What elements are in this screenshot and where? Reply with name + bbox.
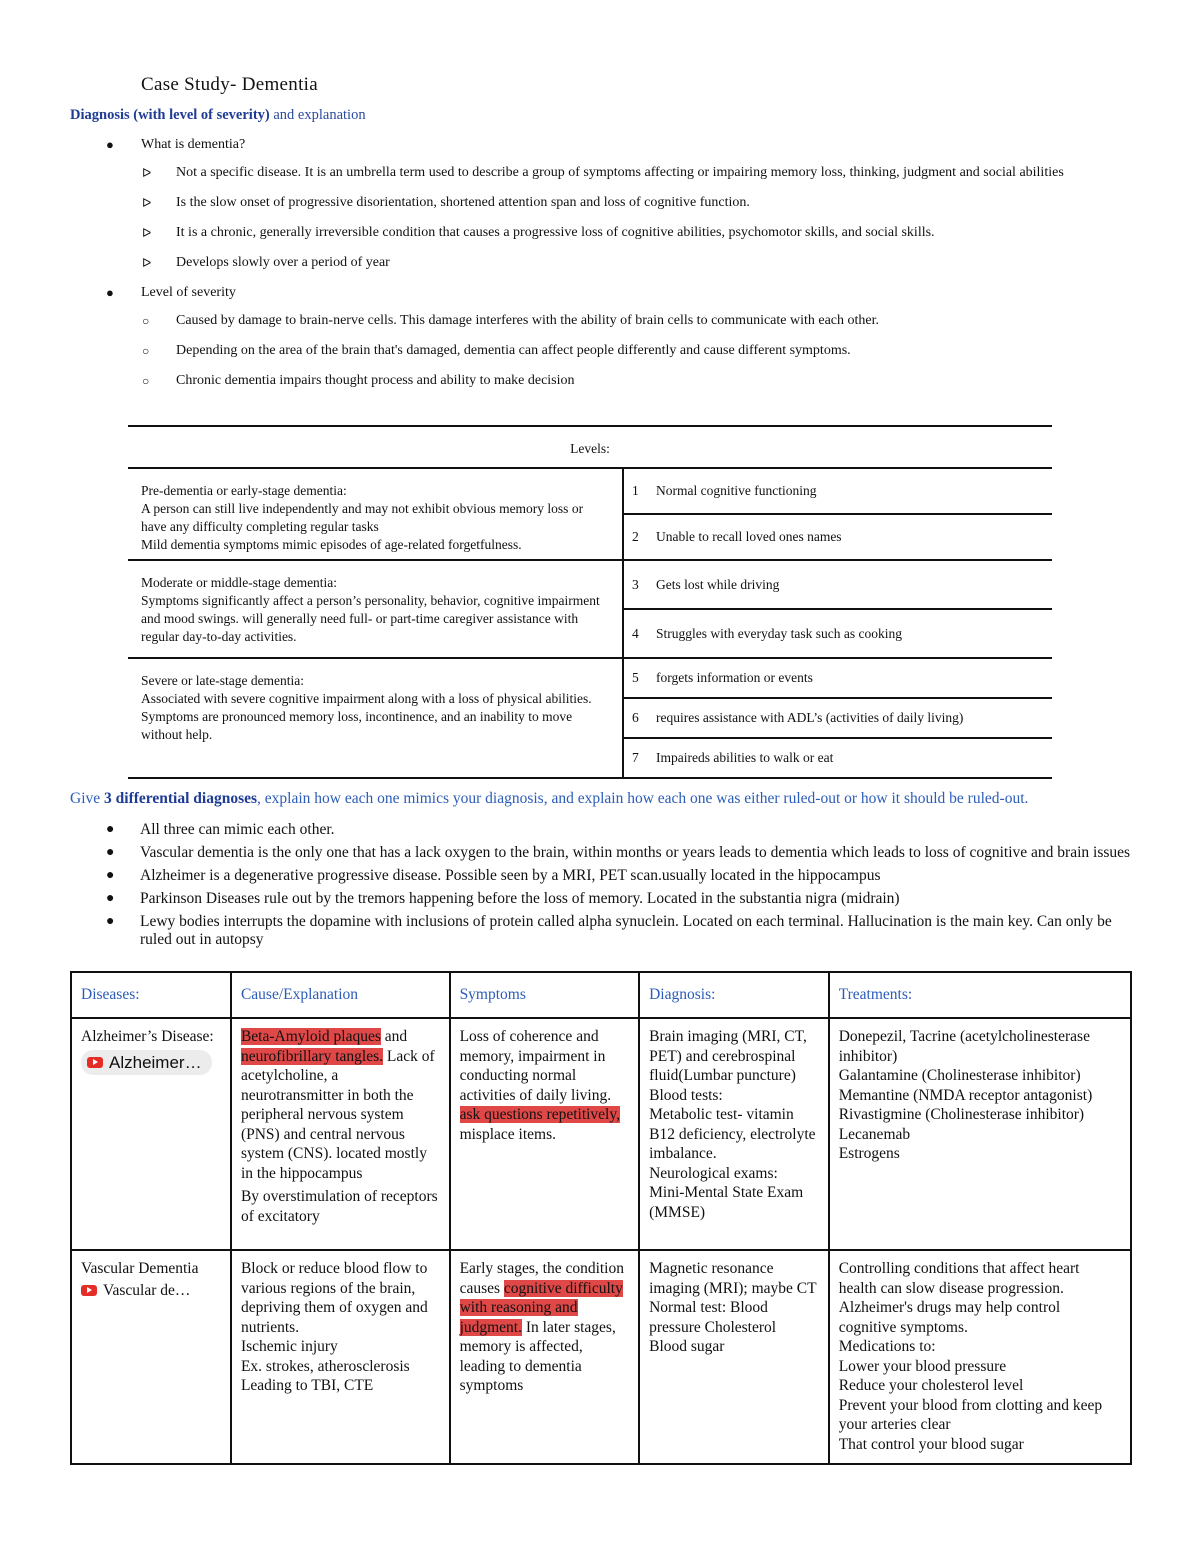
disease-table	[70, 971, 1132, 1465]
level-row	[624, 561, 1052, 610]
dementia-overview-list	[106, 137, 1136, 403]
list-item-text: All three can mimic each other.	[140, 821, 335, 838]
youtube-link-chip[interactable]	[81, 1281, 190, 1301]
diagnosis-line: Blood sugar	[649, 1338, 725, 1355]
treatment-line: That control your blood sugar	[838, 1435, 1024, 1453]
level-group-severe	[128, 659, 1052, 777]
level-desc: Symptoms significantly affect a person’s personality, behavior, cognitive impairment and mood swings. will generally need full- or part-time caregiver assistance with regular day-to-day activities.	[141, 593, 600, 644]
symptom-text: In later stages, memory is affected, leading to dementia symptoms	[459, 1318, 616, 1394]
cause-line: Block or reduce blood flow to various regions of the brain, depriving them of oxygen and nutrients.	[240, 1260, 428, 1336]
chip-label: Vascular de…	[103, 1281, 191, 1299]
level-row	[624, 699, 1052, 739]
list-item-text: Parkinson Diseases rule out by the tremors happening before the loss of memory. Located in the substantia nigra (midrain)	[140, 890, 900, 907]
treatment-line: Lower your blood pressure	[838, 1357, 1007, 1375]
arrow-bullet-icon: ᐅ	[142, 226, 152, 240]
treatment-line: Controlling conditions that affect heart health can slow disease progression.	[838, 1260, 1080, 1297]
column-header: Cause/Explanation	[231, 972, 450, 1018]
list-item	[106, 137, 1136, 153]
level-description	[128, 561, 624, 657]
treatment-line: Memantine (NMDA receptor antagonist)	[838, 1086, 1093, 1104]
treatment-line: Galantamine (Cholinesterase inhibitor)	[838, 1067, 1081, 1084]
section-label: What is dementia?	[141, 137, 246, 152]
list-item	[106, 225, 1136, 241]
level-title: Moderate or middle-stage dementia:	[141, 575, 338, 590]
list-item	[106, 844, 1136, 862]
list-item-text: Not a specific disease. It is an umbrella term used to describe a group of symptoms affecting or impairing memory loss, thinking, judgment and social abilities	[176, 165, 1064, 180]
list-item-text: Develops slowly over a period of year	[176, 255, 390, 270]
column-header: Symptoms	[450, 972, 640, 1018]
list-item-text: Depending on the area of the brain that's damaged, dementia can affect people differently and cause different symptoms.	[176, 343, 851, 358]
highlighted-text: Beta-Amyloid plaques	[240, 1028, 381, 1045]
level-text: Unable to recall loved ones names	[656, 529, 842, 544]
list-item	[106, 373, 1136, 389]
table-header-row	[71, 972, 1131, 1018]
list-item	[106, 165, 1136, 181]
bullet-icon: ●	[106, 137, 114, 152]
treatment-line: Lecanemab	[838, 1125, 911, 1143]
chip-label: Alzheimer…	[109, 1052, 202, 1072]
symptoms-cell	[450, 1018, 640, 1250]
diagnosis-line: Brain imaging (MRI, CT, PET) and cerebrospinal fluid(Lumbar puncture)	[649, 1028, 807, 1084]
list-item	[106, 343, 1136, 359]
treatment-cell	[829, 1018, 1131, 1250]
bullet-icon: ●	[106, 914, 115, 929]
level-number: 2	[632, 529, 639, 544]
level-desc: A person can still live independently and may not exhibit obvious memory loss or have any difficulty completing regular tasks	[141, 501, 584, 534]
youtube-icon	[81, 1285, 97, 1296]
treatment-line: Alzheimer's drugs may help control cognitive symptoms.	[838, 1299, 1061, 1336]
list-item-text: Caused by damage to brain-nerve cells. This damage interferes with the ability of brain cells to communicate with each other.	[176, 313, 880, 328]
symptom-text: misplace items.	[459, 1125, 556, 1143]
treatment-line: Estrogens	[838, 1145, 900, 1162]
list-item	[106, 867, 1136, 885]
bullet-icon: ●	[106, 868, 115, 883]
circle-bullet-icon: ○	[142, 374, 150, 388]
circle-bullet-icon: ○	[142, 314, 150, 328]
cause-cell	[231, 1250, 450, 1464]
level-text: Gets lost while driving	[656, 576, 780, 592]
diagnosis-heading-bold: Diagnosis (with level of severity)	[70, 107, 270, 123]
arrow-bullet-icon: ᐅ	[142, 196, 152, 210]
treatment-line: Medications to:	[838, 1338, 936, 1355]
page-title: Case Study- Dementia	[141, 74, 318, 95]
levels-table	[128, 425, 1052, 779]
list-item-text: Lewy bodies interrupts the dopamine with inclusions of protein called alpha synuclein. Located on each terminal. Hallucination is the main key. Can only be ruled out in autopsy	[140, 913, 1112, 948]
differential-heading-post: , explain how each one mimics your diagnosis, and explain how each one was either ruled-out or how it should be ruled-out.	[257, 790, 1029, 807]
disease-name: Alzheimer’s Disease:	[81, 1028, 214, 1045]
list-item-text: Vascular dementia is the only one that has a lack oxygen to the brain, within months or years leads to dementia which leads to loss of cognitive and brain issues	[140, 844, 1131, 861]
table-row	[71, 1018, 1131, 1250]
treatment-line: Reduce your cholesterol level	[838, 1377, 1024, 1394]
arrow-bullet-icon: ᐅ	[142, 166, 152, 180]
level-row	[624, 739, 1052, 777]
treatment-line: Rivastigmine (Cholinesterase inhibitor)	[838, 1106, 1085, 1123]
list-item	[106, 313, 1136, 329]
list-item-text: It is a chronic, generally irreversible condition that causes a progressive loss of cognitive abilities, psychomotor skills, and social skills.	[176, 225, 935, 240]
diagnosis-line: Blood tests:	[649, 1086, 723, 1104]
level-number: 6	[632, 710, 639, 725]
level-number: 5	[632, 670, 639, 685]
list-item	[106, 913, 1136, 949]
highlighted-text: ask questions repetitively,	[459, 1106, 620, 1123]
disease-cell	[71, 1018, 231, 1250]
list-item	[106, 195, 1136, 211]
level-number: 1	[632, 483, 639, 498]
level-text: forgets information or events	[656, 670, 813, 685]
column-header: Treatments:	[829, 972, 1131, 1018]
youtube-link-chip[interactable]	[81, 1050, 212, 1076]
diagnosis-line: Neurological exams:	[649, 1164, 778, 1182]
differential-heading	[70, 790, 1028, 808]
cause-text: and	[380, 1028, 408, 1045]
treatment-line: Donepezil, Tacrine (acetylcholinesterase inhibitor)	[838, 1028, 1090, 1065]
level-title: Severe or late-stage dementia:	[141, 673, 305, 688]
disease-name: Vascular Dementia	[81, 1260, 199, 1277]
column-header: Diseases:	[71, 972, 231, 1018]
table-row	[71, 1250, 1131, 1464]
cause-text: Lack of acetylcholine, a neurotransmitter in both the peripheral nervous system (PNS) and central nervous system (CNS). located mostly in the hippocampus	[240, 1047, 435, 1182]
column-header: Diagnosis:	[639, 972, 829, 1018]
level-text: Normal cognitive functioning	[656, 483, 817, 498]
list-item-text: Is the slow onset of progressive disorientation, shortened attention span and loss of cognitive function.	[176, 195, 750, 210]
level-title: Pre-dementia or early-stage dementia:	[141, 483, 347, 498]
level-desc: Associated with severe cognitive impairment along with a loss of physical abilities. Symptoms are pronounced memory loss, incontinence, and an inability to move without help.	[141, 691, 592, 742]
diagnosis-line: Magnetic resonance imaging (MRI); maybe CT	[649, 1260, 817, 1297]
bullet-icon: ●	[106, 845, 115, 860]
differential-heading-bold: 3 differential diagnoses	[104, 790, 258, 807]
treatment-line: Prevent your blood from clotting and keep your arteries clear	[838, 1396, 1103, 1433]
level-group-early	[128, 469, 1052, 561]
highlighted-text: cognitive difficulty with reasoning and judgment.	[459, 1279, 623, 1336]
level-row	[624, 469, 1052, 515]
bullet-icon: ●	[106, 822, 115, 837]
level-description	[128, 659, 624, 777]
level-group-moderate	[128, 561, 1052, 659]
list-item-text: Chronic dementia impairs thought process and ability to make decision	[176, 373, 575, 388]
cause-cell	[231, 1018, 450, 1250]
circle-bullet-icon: ○	[142, 344, 150, 358]
symptom-text: Loss of coherence and memory, impairment in conducting normal activities of daily living.	[459, 1028, 612, 1104]
diagnosis-cell	[639, 1018, 829, 1250]
differential-list	[106, 821, 1136, 954]
list-item	[106, 821, 1136, 839]
list-item	[106, 255, 1136, 271]
bullet-icon: ●	[106, 891, 115, 906]
bullet-icon: ●	[106, 285, 114, 300]
highlighted-text: neurofibrillary tangles.	[240, 1047, 383, 1065]
youtube-icon	[87, 1057, 103, 1068]
level-text: Impaireds abilities to walk or eat	[656, 750, 834, 765]
level-text: Struggles with everyday task such as cooking	[656, 625, 902, 641]
list-item	[106, 890, 1136, 908]
levels-header: Levels:	[128, 427, 1052, 469]
section-label: Level of severity	[141, 285, 236, 300]
treatment-cell	[829, 1250, 1131, 1464]
differential-heading-pre: Give	[70, 790, 105, 807]
cause-line: Ex. strokes, atherosclerosis	[240, 1357, 410, 1375]
cause-text: By overstimulation of receptors of excitatory	[240, 1188, 438, 1225]
list-item-text: Alzheimer is a degenerative progressive disease. Possible seen by a MRI, PET scan.usually located in the hippocampus	[140, 867, 881, 884]
list-item	[106, 285, 1136, 301]
level-number: 4	[632, 625, 639, 641]
level-row	[624, 515, 1052, 559]
diagnosis-heading-rest: and explanation	[269, 107, 366, 123]
symptom-text: Early stages, the condition causes	[459, 1260, 624, 1297]
diagnosis-line: Metabolic test- vitamin B12 deficiency, electrolyte imbalance.	[649, 1106, 816, 1162]
level-row	[624, 659, 1052, 699]
diagnosis-line: Mini-Mental State Exam (MMSE)	[649, 1184, 804, 1221]
level-text: requires assistance with ADL’s (activities of daily living)	[656, 710, 964, 725]
symptoms-cell	[450, 1250, 640, 1464]
arrow-bullet-icon: ᐅ	[142, 256, 152, 270]
level-row	[624, 610, 1052, 657]
level-description	[128, 469, 624, 559]
cause-line: Leading to TBI, CTE	[240, 1377, 374, 1394]
cause-line: Ischemic injury	[240, 1338, 338, 1355]
diagnosis-line: Normal test: Blood pressure Cholesterol	[649, 1299, 777, 1336]
diagnosis-cell	[639, 1250, 829, 1464]
level-number: 7	[632, 750, 639, 765]
diagnosis-heading	[70, 107, 366, 124]
disease-cell	[71, 1250, 231, 1464]
level-number: 3	[632, 576, 639, 592]
level-desc-extra: Mild dementia symptoms mimic episodes of age-related forgetfulness.	[141, 537, 522, 552]
